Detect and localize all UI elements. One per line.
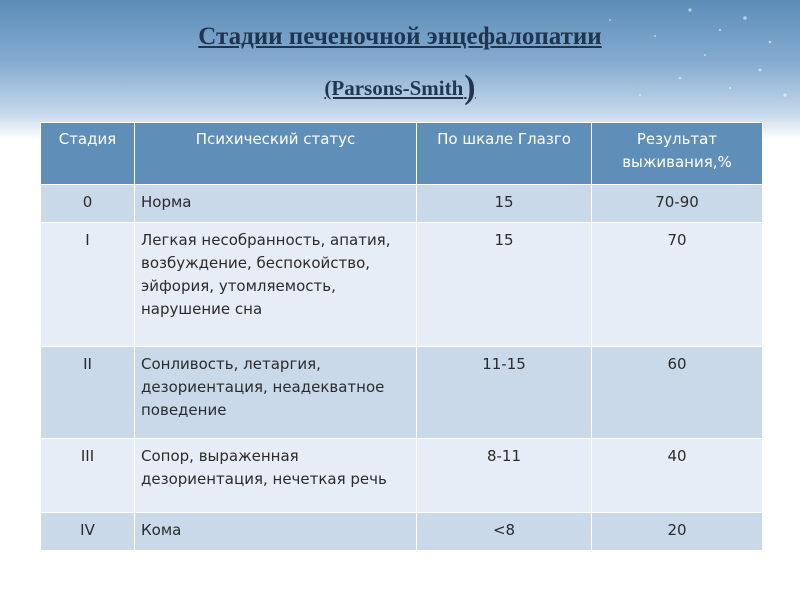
cell-status: Легкая несобранность, апатия, возбуждение, беспокойство, эйфория, утомляемость, нарушение сна: [135, 223, 417, 347]
table-row: [41, 185, 763, 223]
cell-survival: 40: [592, 439, 763, 513]
cell-stage: II: [41, 347, 135, 439]
header-stage: Стадия: [41, 123, 135, 185]
encephalopathy-stages-table: [40, 122, 763, 551]
cell-stage: 0: [41, 185, 135, 223]
cell-stage: IV: [41, 513, 135, 551]
cell-glasgow: <8: [417, 513, 592, 551]
slide-title-block: [0, 20, 800, 108]
table-header-row: [41, 123, 763, 185]
table-row: [41, 223, 763, 347]
header-mental-status: Психический статус: [135, 123, 417, 185]
cell-survival: 60: [592, 347, 763, 439]
table-row: [41, 347, 763, 439]
cell-survival: 20: [592, 513, 763, 551]
cell-status: Кома: [135, 513, 417, 551]
slide-subtitle-close-paren: ): [464, 69, 476, 106]
cell-stage: I: [41, 223, 135, 347]
cell-glasgow: 11-15: [417, 347, 592, 439]
cell-glasgow: 15: [417, 185, 592, 223]
cell-status: Сопор, выраженная дезориентация, нечеткая речь: [135, 439, 417, 513]
slide-title: Стадии печеночной энцефалопатии: [198, 23, 602, 50]
table-row: [41, 439, 763, 513]
header-glasgow: По шкале Глазго: [417, 123, 592, 185]
header-survival: Результат выживания,%: [592, 123, 763, 185]
slide-subtitle: [0, 68, 800, 108]
cell-glasgow: 15: [417, 223, 592, 347]
cell-status: Сонливость, летаргия, дезориентация, неадекватное поведение: [135, 347, 417, 439]
cell-status: Норма: [135, 185, 417, 223]
cell-glasgow: 8-11: [417, 439, 592, 513]
table-row: [41, 513, 763, 551]
cell-survival: 70: [592, 223, 763, 347]
slide-subtitle-text: (Parsons-Smith: [324, 76, 464, 100]
cell-survival: 70-90: [592, 185, 763, 223]
cell-stage: III: [41, 439, 135, 513]
